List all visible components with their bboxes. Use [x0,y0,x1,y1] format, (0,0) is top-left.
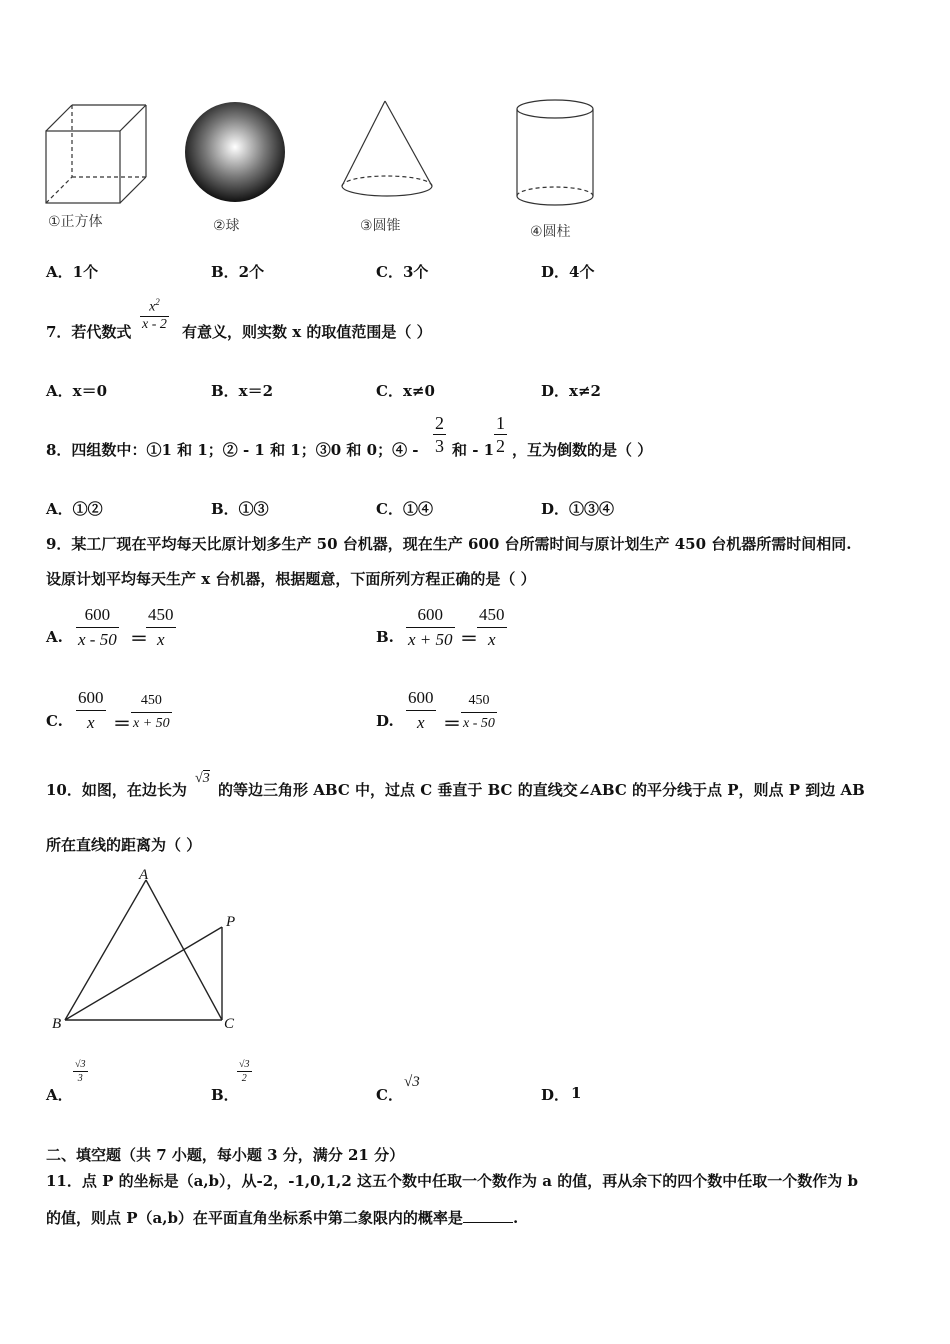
label-b: B [52,1016,62,1032]
caption-cube: ①正方体 [48,214,103,230]
q9-a-eq: ＝ [130,629,148,650]
q9-label-b: B. [376,628,394,646]
q10-option-b: $\frac{√3}{2}$ [239,1059,250,1084]
segment-ab [65,880,146,1020]
caption-cylinder: ④圆柱 [530,224,571,240]
q10-sqrt: √3 [195,771,210,786]
section-heading: 二、填空题（共 7 小题，每小题 3 分，满分 21 分） [46,1146,405,1164]
q6-option-b: B．2个 [211,263,265,281]
q7-frac-den: x - 2 [142,316,167,332]
q9-c-eq: ＝ [113,714,131,735]
q9-c-left: $\frac{600}{x}$ [78,688,104,732]
q6-option-d: D．4个 [541,263,595,281]
q7-option-a: A．x＝0 [46,382,108,400]
q10-stem-b: 的等边三角形 ABC 中，过点 C 垂直于 BC 的直线交∠ABC 的平分线于点 P，则点 P 到边 AB [218,781,865,799]
q11-line2: 的值，则点 P（a,b）在平面直角坐标系中第二象限内的概率是 [46,1209,463,1227]
q9-c-right: $\frac{450}{x + 50}$ [131,690,172,735]
q7-option-d: D．x≠2 [541,382,601,400]
q9-label-d: D. [376,712,394,730]
solids-figure [38,95,608,245]
q7-fraction [140,297,169,333]
q9-label-a: A. [46,628,63,646]
q10-option-c: √3 [404,1074,420,1090]
segment-bp [65,927,222,1020]
q9-b-eq: ＝ [460,629,478,650]
cylinder-shape [517,100,593,205]
q9-line1: 9．某工厂现在平均每天比原计划多生产 50 台机器，现在生产 600 台所需时间与原计划生产 450 台机器所需时间相同. [46,535,852,553]
answer-blank [463,1222,513,1223]
q9-d-left: $\frac{600}{x}$ [408,688,434,732]
q8-fraction-1: $\frac{2}{3}$ [435,413,444,456]
q11-end: . [512,1209,519,1227]
q9-line2: 设原计划平均每天生产 x 台机器，根据题意，下面所列方程正确的是（ ） [46,570,536,588]
q9-a-left: $\frac{600}{x - 50}$ [78,605,117,649]
q7-tail: 有意义，则实数 x 的取值范围是（ ） [182,323,432,341]
q8-stem: 8．四组数中：①1 和 1；② - 1 和 1；③0 和 0；④ - [46,441,419,459]
cone-shape [342,101,432,196]
q8-option-b: B．①③ [211,500,269,518]
q11-line1: 11．点 P 的坐标是（a,b），从-2，-1,0,1,2 这五个数中任取一个数作为 a 的值，再从余下的四个数中任取一个数作为 b [46,1172,858,1190]
q7-frac-sup: 2 [155,297,160,307]
q8-option-d: D．①③④ [541,500,615,518]
triangle-figure [40,860,260,1040]
q9-a-right: $\frac{450}{x}$ [148,605,174,649]
q8-fraction-2: $\frac{1}{2}$ [496,413,505,456]
q8-mid: 和 - 1 [452,441,495,459]
q9-b-left: $\frac{600}{x + 50}$ [408,605,453,649]
q7-option-c: C．x≠0 [376,382,435,400]
q7-option-b: B．x＝2 [211,382,274,400]
q10-option-d: 1 [571,1084,582,1102]
q6-option-c: C．3个 [376,263,429,281]
sphere-shape [185,102,285,202]
caption-cone: ③圆锥 [360,218,401,234]
q10-line2: 所在直线的距离为（ ） [46,836,202,854]
q10-label-b: B． [211,1086,239,1104]
q6-option-a: A．1个 [46,263,99,281]
label-p: P [226,914,236,930]
q10-option-a: $\frac{√3}{3}$ [75,1059,86,1084]
q7-stem: 7．若代数式 [46,323,132,341]
q9-d-right: $\frac{450}{x - 50}$ [461,690,497,735]
q8-tail: ，互为倒数的是（ ） [512,441,653,459]
q10-sqrt-value: 3 [202,771,210,786]
q10-label-d: D． [541,1086,570,1104]
q9-label-c: C. [46,712,63,730]
q10-label-a: A． [46,1086,73,1104]
cube-shape [46,105,146,203]
q10-label-c: C． [376,1086,403,1104]
q10-stem-a: 10．如图，在边长为 [46,781,187,799]
q9-b-right: $\frac{450}{x}$ [479,605,505,649]
label-c: C [224,1016,235,1032]
q8-option-a: A．①② [46,500,103,518]
label-a: A [139,867,149,883]
q9-d-eq: ＝ [443,714,461,735]
q8-option-c: C．①④ [376,500,433,518]
q7-frac-num: x [149,299,156,315]
q11-line2-wrap [46,1207,518,1228]
caption-sphere: ②球 [213,218,240,234]
